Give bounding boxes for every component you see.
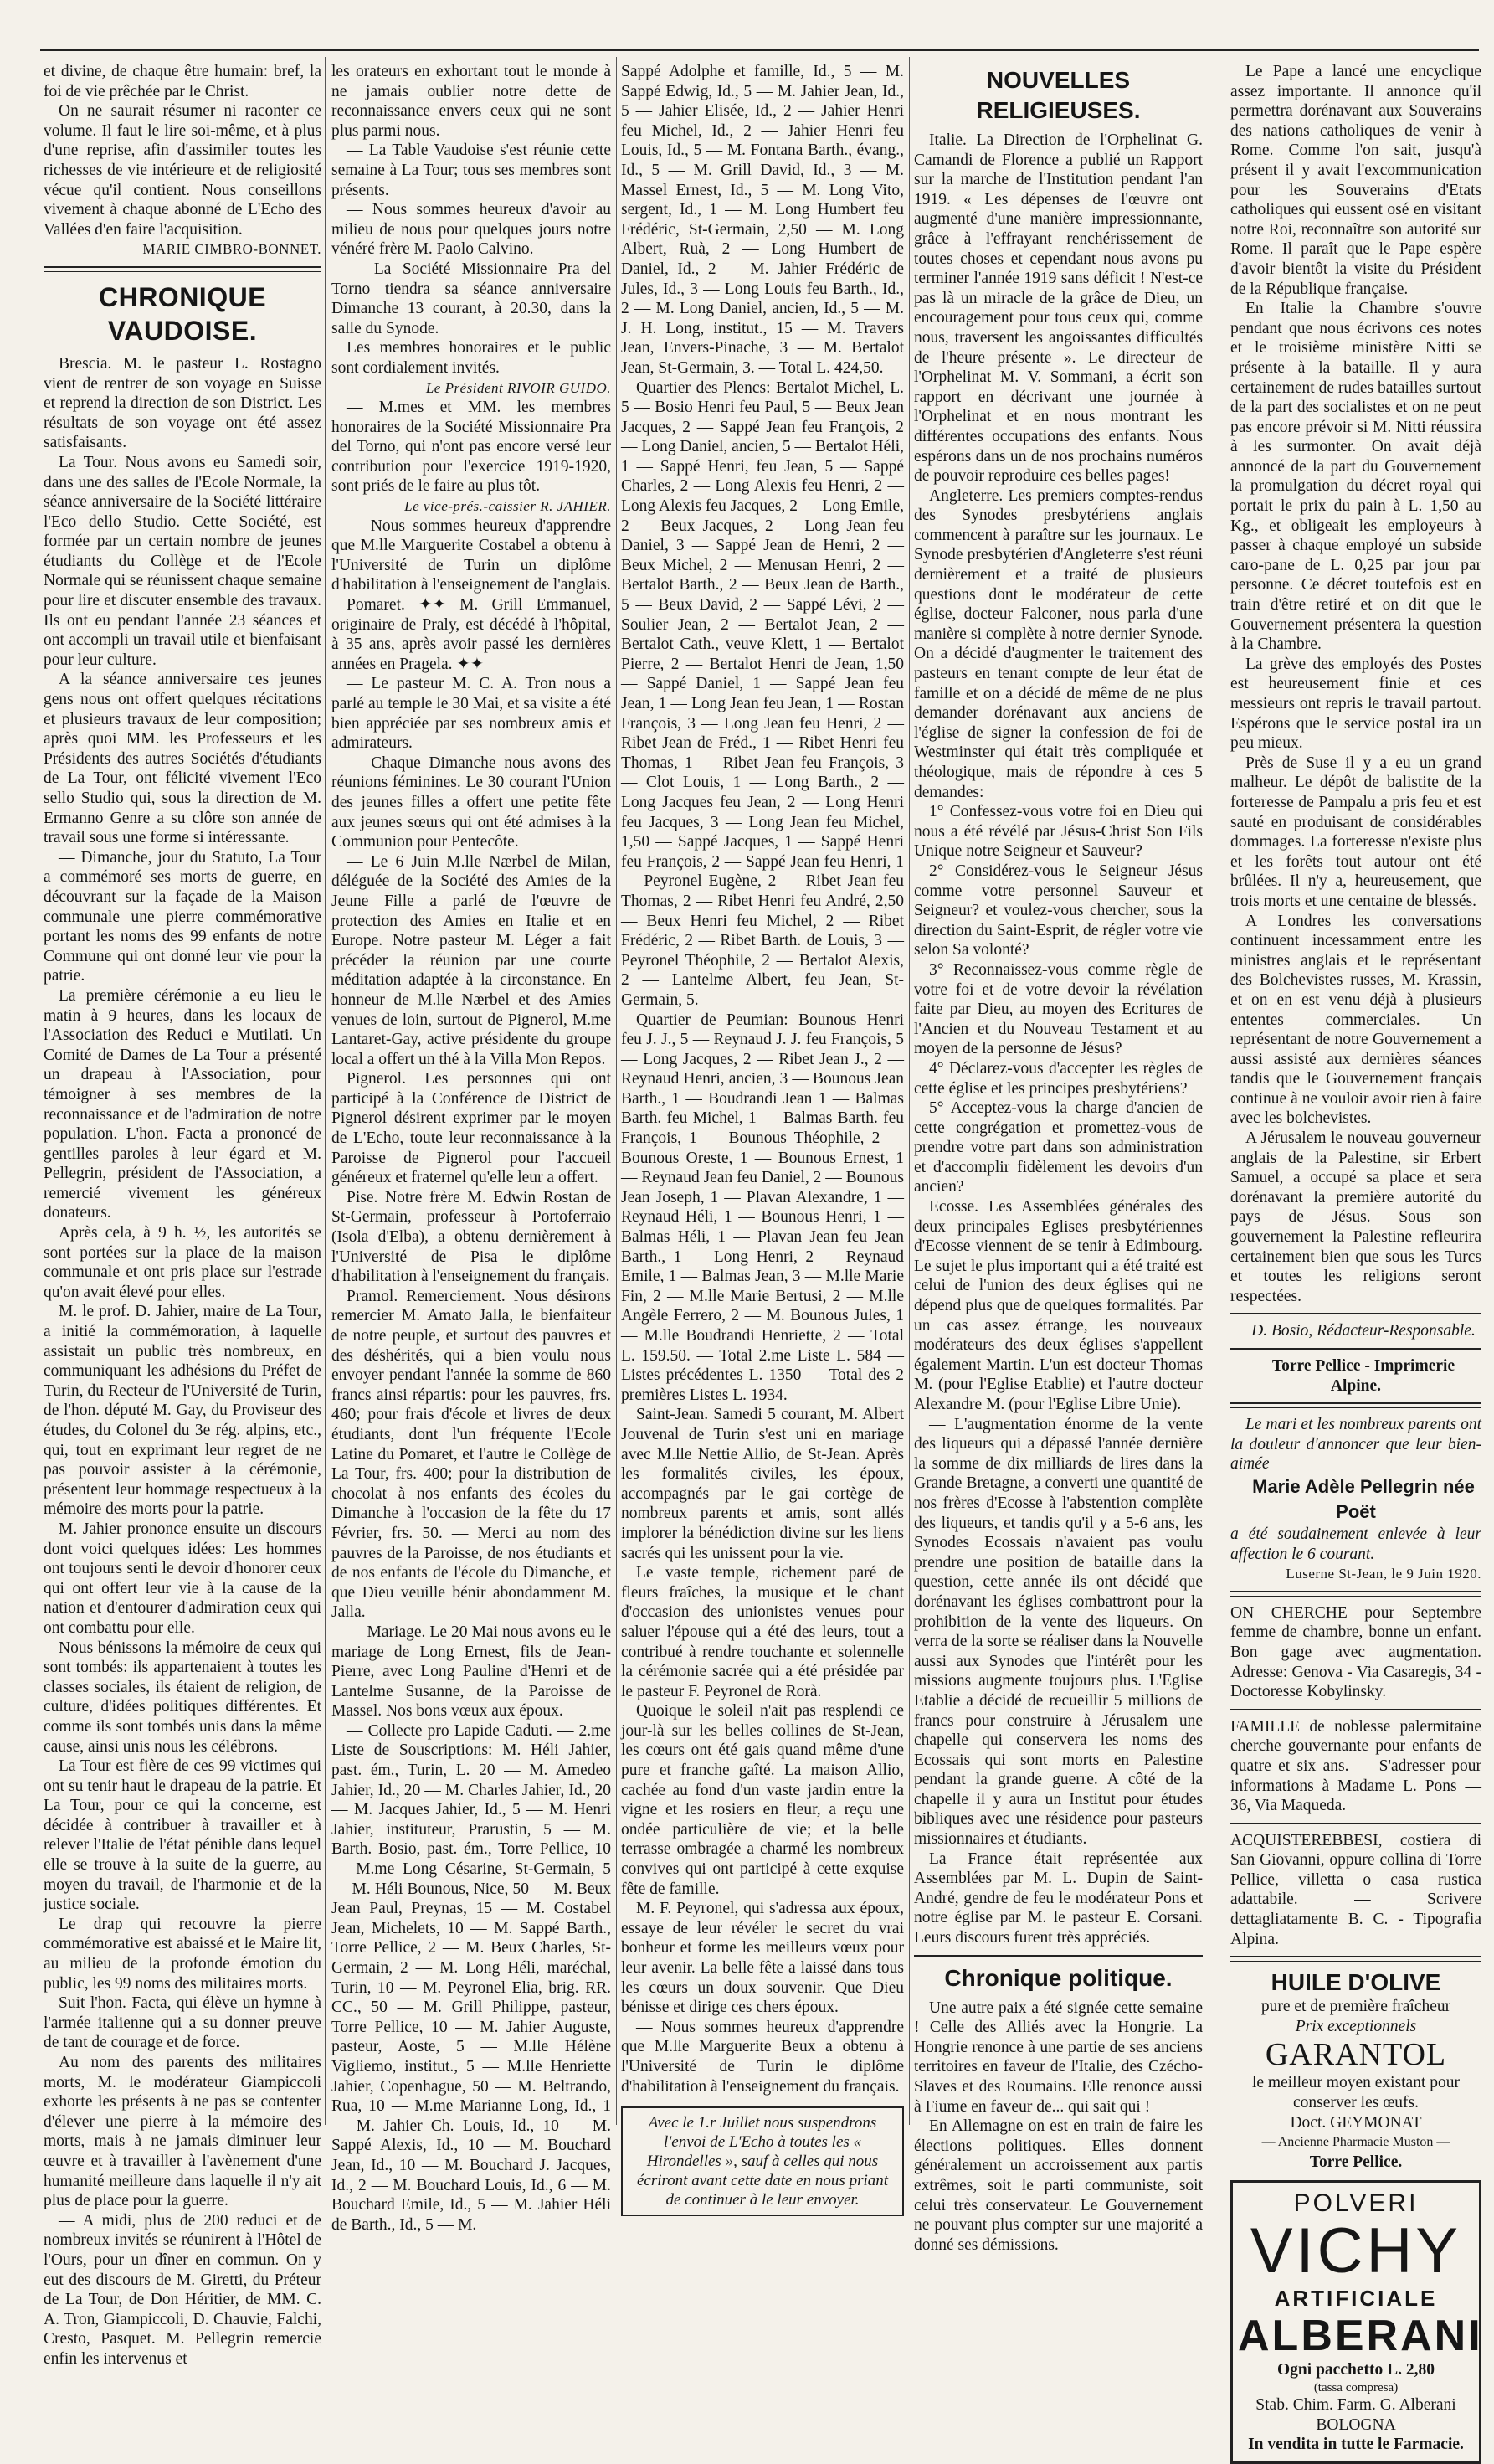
paragraph: Pramol. Remerciement. Nous désirons remercier M. Amato Jalla, le bienfaiteur de notre peuple, et surtout des pauvres et des déshérités, qui a bien voulu nous envoyer pendant l'année la somme de 860 francs ainsi répartis: pour les pauvres, frs. 460; pour frais d'école et livres de deux étudiants, dont l'un fréquente l'Ecole Latine du Pomaret, et l'autre le Collège de La Tour, frs. 400; pour la distribution de chocolat à nos enfants des écoles du Dimanche à l'occasion de la fête du 17 Février, frs. 50. — Merci au nom des pauvres de la Paroisse, de nos étudiants et de nos enfants de l'école du Dimanche, et que Dieu veuille bénir abondamment M. Jalla. — [331, 1287, 611, 1622]
divider — [1230, 1956, 1481, 1962]
printer-line: Torre Pellice - Imprimerie Alpine. — [1271, 1357, 1455, 1395]
paragraph: — Mariage. Le 20 Mai nous avons eu le mariage de Long Ernest, fils de Jean-Pierre, avec Long Pauline d'Henri et de Lantelme Susanne, de la Paroisse de Massel. Nos bons vœux aux époux. — [331, 1623, 611, 1721]
ad-title: POLVERI — [1293, 2189, 1419, 2218]
paragraph: — La Société Missionnaire Pra del Torno tiendra sa séance anniversaire Dimanche 13 courant, à 20.30, dans la salle du Synode. — [331, 260, 611, 337]
ad-text: Ogni pacchetto L. 2,80 — [1277, 2361, 1435, 2379]
death-notice-date: Luserne St-Jean, le 9 Juin 1920. — [1286, 1566, 1481, 1582]
ad-text: BOLOGNA — [1316, 2415, 1396, 2434]
ad-text: Stab. Chim. Farm. G. Alberani — [1255, 2396, 1456, 2414]
paragraph: La Tour est fière de ces 99 victimes qui ont su tenir haut le drapeau de la patrie. Et La Tour, pour ce qui la concerne, est décidée à contribuer à travailler et à relever l'Italie de l'état pénible dans lequel elle se trouve à la suite de la guerre, au moyen du travail, de l'harmonie et de la justice sociale. — [44, 1757, 321, 1914]
classified-ad: FAMILLE de noblesse palermitaine cherche gouvernante pour enfants de quatre et six ans. — S'adresser pour informations à Madame L. Pons — 36, Via Maqueda. — [1230, 1717, 1481, 1815]
ad-title: HUILE D'OLIVE — [1271, 1969, 1441, 1996]
section-title: Chronique politique. — [944, 1964, 1173, 1991]
signature: Le Président RIVOIR GUIDO. — [425, 379, 611, 396]
ad-title: VICHY — [1250, 2215, 1462, 2287]
column-divider — [616, 57, 617, 2125]
editor-signature: D. Bosio, Rédacteur-Responsable. — [1251, 1322, 1476, 1340]
ad-text: — Ancienne Pharmacie Muston — — [1261, 2135, 1450, 2150]
column-4 — [914, 62, 1203, 2254]
paragraph: — Dimanche, jour du Statuto, La Tour a commémoré ses morts de guerre, en découvrant sur la façade de la Maison communale une pierre commémorative portant les noms des 99 enfants de notre Commune qui ont donné leur vie pour la patrie. — [44, 848, 321, 985]
paragraph: M. F. Peyronel, qui s'adressa aux époux, essaye de leur révéler le secret du vrai bonheur et forme les meilleurs vœux pour leur avenir. La belle fête a laissé dans tous les cœurs un doux souvenir. Que Dieu bénisse et dirige ces chers époux. — [621, 1900, 904, 2017]
paragraph: Quoique le soleil n'ait pas resplendi ce jour-là sur les belles collines de St-Jean, les cœurs ont été gais quand même d'une pure et franche gaîté. La maison Allio, cachée au fond d'un vaste jardin entre la vigne et les rosiers en fleur, a reçu une ondée particulière de vie; et la belle terrasse ombragée a charmé les nombreux convives qui ont participé à cette exquise fête de famille. — [621, 1702, 904, 1898]
paragraph: les orateurs en exhortant tout le monde à ne jamais oublier notre dette de reconnaissance envers ceux qui ne sont plus parmi nous. — [331, 63, 611, 140]
death-notice: Le mari et les nombreux parents ont la douleur d'annoncer que leur bien-aimée — [1230, 1416, 1481, 1474]
paragraph: Au nom des parents des militaires morts, M. le modérateur Giampiccoli exhorte les présents à ne pas se contenter d'élever une pierre à la mémoire des morts, mais à ne jamais diminuer leur œuvre et à travailler à l'avènement d'une humanité meilleure dans laquelle il n'y ait plus de place pour la guerre. — [44, 2054, 321, 2210]
paragraph: 4° Déclarez-vous d'accepter les règles de cette église et les principes presbytériens? — [914, 1059, 1203, 1098]
paragraph: 5° Acceptez-vous la charge d'ancien de cette congrégation et promettez-vous de prendre votre part dans son administration et d'accomplir fidèlement les devoirs d'un ancien? — [914, 1099, 1203, 1196]
ad-title: ALBERANI — [1238, 2312, 1483, 2361]
paragraph: Pise. Notre frère M. Edwin Rostan de St-Germain, professeur à Portoferraio (Isola d'Elba), a obtenu dernièrement à l'Université de Pisa le diplôme d'habilitation à l'enseignement du français. — [331, 1188, 611, 1286]
paragraph: — Nous sommes heureux d'apprendre que M.lle Marguerite Beux a obtenu à l'Université de Turin le diplôme d'habilitation à l'enseignement du français. — [621, 2018, 904, 2096]
signature: Le vice-prés.-caissier R. JAHIER. — [404, 498, 611, 515]
section-title: CHRONIQUE VAUDOISE. — [98, 281, 267, 346]
death-notice: a été soudainement enlevée à leur affection le 6 courant. — [1230, 1525, 1481, 1563]
paragraph: A la séance anniversaire ces jeunes gens nous ont offert quelques récitations et plusieurs travaux de leur composition; après quoi MM. les Professeurs et les Présidents des autres Sociétés d'étudiants de La Tour, ont félicité vivement l'Eco sello Studio qui, sous la direction de M. Ermanno Genre a su clôre son année de travail sous une forme si intéressante. — [44, 671, 321, 847]
paragraph: Sappé Adolphe et famille, Id., 5 — M. Sappé Edwig, Id., 5 — M. Jahier Jean, Id., 5 — Jahier Elisée, Id., 2 — Jahier Henri feu Michel, Id., 2 — Jahier Henri feu Louis, Id., 5 — M. Fontana Barth., évang., Id., 5 — M. Grill David, Id., 3 — M. Massel Ernest, Id., 5 — M. Long Vito, sergent, Id., 1 — M. Long Humbert feu Frédéric, St-Germain, 2,50 — M. Long Albert, Ruà, 2 — Long Humbert de Daniel, Id., 2 — M. Jahier Frédéric de Jules, Id., 3 — Long Louis feu Barth., Id., 2 — M. Long Daniel, ancien, Id., 5 — M. J. H. Long, institut., 15 — M. Travers Jean, Envers-Pinache, 3 — M. Bertalot Jean, St-Germain, 3. — Total L. 424,50. — [621, 63, 904, 377]
paragraph: Pomaret. ✦✦ M. Grill Emmanuel, originaire de Praly, est décédé à l'hôpital, à 35 ans, après avoir passé les dernières années en Pragela. ✦✦ — [331, 596, 611, 673]
paragraph: Ecosse. Les Assemblées générales des deux principales Eglises presbytériennes d'Ecosse viennent de se tenir à Edimbourg. Le sujet le plus important qui a été traité est celui de l'union des deux églises qui ne dépend plus que de quelques formalités. Par un cas assez étrange, les nouveaux modérateurs des deux églises s'appellent également Martin. L'un est docteur Thomas M. (pour l'Eglise Etablie) et l'autre docteur Alexandre M. (pour l'Eglise Libre Unie). — [914, 1198, 1203, 1413]
paragraph: Après cela, à 9 h. ½, les autorités se sont portées sur la place de la maison communale et ont pris place sur l'estrade qu'on avait élevé pour elles. — [44, 1224, 321, 1301]
divider — [1230, 1313, 1481, 1314]
paragraph: La France était représentée aux Assemblées par M. L. Dupin de Saint-André, gendre de feu le modérateur Pons et notre église par M. le pasteur E. Corsani. Leurs discours furent très appréciés. — [914, 1849, 1203, 1947]
ad-title: GARANTOL — [1265, 2037, 1447, 2073]
paragraph: 2° Considérez-vous le Seigneur Jésus comme votre personnel Sauveur et Seigneur? et voulez-vous chercher, sous la direction du Saint-Esprit, de régler votre vie selon Sa volonté? — [914, 862, 1203, 959]
paragraph: — La Table Vaudoise s'est réunie cette semaine à La Tour; tous ses membres sont présents. — [331, 141, 611, 199]
column-2 — [331, 62, 611, 2234]
divider — [1230, 1591, 1481, 1597]
paragraph: M. le prof. D. Jahier, maire de La Tour, a initié la commémoration, à laquelle assistait un public très nombreux, en communiquant les adhésions du Préfet de Turin, du Recteur de l'Université de Turin, de l'hon. député M. Gay, du Proviseur des études, du Colonel du 3e rég. alpins, etc., qui, tout en exprimant leur regret de ne pas pouvoir assister à la cérémonie, présentent leur hommage respectueux à la mémoire des morts pour la patrie. — [44, 1303, 321, 1519]
ad-text: Torre Pellice. — [1309, 2153, 1403, 2171]
paragraph: Suit l'hon. Facta, qui élève un hymne à l'armée italienne qui a su donner preuve de tant de courage et de force. — [44, 1994, 321, 2052]
column-divider — [325, 57, 326, 2125]
ad-text: (tassa compresa) — [1313, 2381, 1399, 2395]
paragraph: et divine, de chaque être humain: bref, la foi de vie prêchée par le Christ. — [44, 63, 321, 100]
paragraph: La Tour. Nous avons eu Samedi soir, dans une des salles de l'Ecole Normale, la séance anniversaire de la Société littéraire l'Eco dello Studio. Cette Société, est formée par un certain nombre de jeunes étudiants du Collège et de l'Ecole Normale qui se réunissent chaque semaine pour lire et discuter ensemble des travaux. Ils ont eu pendant l'année 23 séances et ont accompli un travail utile et bienfaisant pour leur culture. — [44, 453, 321, 669]
column-3 — [621, 62, 904, 2209]
paragraph: Les membres honoraires et le public sont cordialement invités. — [331, 339, 611, 377]
paragraph: Le drap qui recouvre la pierre commémorative est abaissé et le Maire lit, au milieu de la profonde émotion du public, les 99 noms des militaires morts. — [44, 1915, 321, 1993]
column-divider — [909, 57, 910, 2125]
divider — [1230, 1709, 1481, 1710]
paragraph: 3° Reconnaissez-vous comme règle de votre foi et de votre devoir la révélation faite par Dieu, au moyen des Ecritures de l'Ancien et du Nouveau Testament et au moyen de la personne de Jésus? — [914, 960, 1203, 1058]
paragraph: En Allemagne on est en train de faire les élections politiques. Elles donnent généralement un accroissement aux partis extrêmes, soit le parti communiste, soit celui très conservateur. Le Gouvernement ne pouvant plus compter sur une majorité a donné ses démissions. — [914, 2117, 1203, 2254]
section-title: NOUVELLES RELIGIEUSES. — [976, 67, 1141, 123]
death-notice-name: Marie Adèle Pellegrin née Poët — [1252, 1475, 1475, 1522]
paragraph: — Collecte pro Lapide Caduti. — 2.me Liste de Souscriptions: M. Héli Jahier, past. ém., Turin, L. 20 — M. Amedeo Jahier, Id., 20 — M. Charles Jahier, Id., 20 — M. Jacques Jahier, Id., 5 — M. Henri Jahier, instituteur, Prarustin, 5 — M. Barth. Bosio, past. ém., Torre Pellice, 10 — M.me Long Césarine, St-Germain, 5 — M. Héli Bounous, Nice, 50 — M. Beux Jean Paul, Preynas, 15 — M. Costabel Jean, Michelets, 10 — M. Sappé Barth., Torre Pellice, 2 — M. Beux Charles, St-Germain, 2 — M. Long Héli, maréchal, Turin, 10 — M. Peyronel Elia, brig. RR. CC., 50 — M. Grill Philippe, pasteur, Torre Pellice, 10 — M. Jahier Auguste, pasteur, Aoste, 5 — M.lle Hélène Vigliemo, institut., 5 — M.lle Henriette Jahier, Copenhague, 50 — M. Beltrando, Rua, 10 — M.me Marianne Long, Id., 1 — M. Jahier Ch. Louis, Id., 10 — M. Sappé Alexis, Id., 10 — M. Bouchard Jean, Id., 10 — M. Bouchard J. Jacques, Id., 2 — M. Bouchard Louis, Id., 6 — M. Bouchard Emile, Id., 5 — M. Jahier Héli de Barth., Id., 5 — M. — [331, 1721, 611, 2234]
paragraph: Saint-Jean. Samedi 5 courant, M. Albert Jouvenal de Turin s'est uni en mariage avec M.lle Nettie Allio, de St-Jean. Après les formalités civiles, les époux, accompagnés par le gai cortège de nombreux parents et amis, sont allés implorer la bénédiction divine sur les liens sacrés qui les unissent pour la vie. — [621, 1406, 904, 1562]
ad-text: pure et de première fraîcheur — [1260, 1998, 1451, 2016]
paragraph: — Le 6 Juin M.lle Nærbel de Milan, déléguée de la Société des Amies de la Jeune Fille a parlé de l'œuvre de protection des Amies en Italie et en Europe. Notre pasteur M. Léger a fait précéder la réunion par une courte méditation adaptée à la circonstance. En honneur de M.lle Nærbel et des Amies venues de loin, surtout de Pignerol, M.me Lantaret-Gay, active présidente du groupe local a offert un thé à la Villa Mon Repos. — [331, 852, 611, 1068]
vichy-ad — [1230, 2180, 1481, 2463]
divider — [1230, 1402, 1481, 1408]
divider — [44, 266, 321, 272]
signature: MARIE CIMBRO-BONNET. — [142, 241, 321, 258]
paragraph: — L'augmentation énorme de la vente des liqueurs qui a dépassé l'année dernière la somme de dix milliards de lires dans la Grande Bretagne, a converti une quantité de nos frères d'Ecosse à l'abstention complète des liqueurs, et tandis qu'il y a 5-6 ans, les Synodes Ecossais n'avaient pas voulu prendre une position de bataille dans la question, cette année ils ont décidé que dorénavant les églises combattront pour la prohibition de la vente des liqueurs. On verra de la sorte se réaliser dans la Nouvelle aussi aux Synodes que l'intérêt pour les missions augmente toujours plus. L'Eglise Etablie a décidé de recueillir 5 millions de francs pour construire à Jérusalem une chapelle qui conservera les noms des Ecossais qui sont morts en Palestine pendant la grande guerre. A côté de la chapelle il y aura un Institut pour études bibliques avec une résidence pour pasteurs missionnaires et étudiants. — [914, 1415, 1203, 1849]
paragraph: Le vaste temple, richement paré de fleurs fraîches, la musique et le chant d'occasion des unionistes venues pour saluer l'épouse qui a été des leurs, tout a contribué à rendre touchante et solennelle la cérémonie sacrée qui a été présidée par le pasteur F. Peyronel de Rorà. — [621, 1564, 904, 1700]
paragraph: Quartier de Peumian: Bounous Henri feu J. J., 5 — Reynaud J. J. feu François, 5 — Long Jacques, 2 — Ribet Jean J., 2 — Reynaud Henri, ancien, 3 — Bounous Jean Barth., 1 — Boudrandi Jean 1 — Balmas Barth. feu Michel, 1 — Balmas Barth. feu François, 1 — Bounous Théophile, 2 — Bounous Oreste, 1 — Bounous Ernest, 1 — Reynaud Jean feu Daniel, 2 — Bounous Jean Joseph, 1 — Plavan Alexandre, 1 — Reynaud Héli, 1 — Bounous Henri, 1 — Balmas Héli, 1 — Plavan Jean feu Jean Barth., 1 — Long Henri, 2 — Reynaud Emile, 1 — Balmas Jean, 3 — M.lle Marie Fin, 2 — M.lle Marie Bertusi, 2 — M.lle Angèle Ferrero, 2 — M. Bounous Jules, 1 — M.lle Boudrandi Henriette, 2 — Total L. 159.50. — Total 2.me Liste L. 584 — Listes précédentes L. 1350 — Total des 2 premières Listes L. 1934. — [621, 1011, 904, 1404]
paragraph: — Chaque Dimanche nous avons des réunions féminines. Le 30 courant l'Union des jeunes filles a offert une petite fête aux jeunes sœurs qui ont été admises à la Communion pour Pentecôte. — [331, 754, 611, 851]
column-1 — [44, 62, 321, 2368]
paragraph: Quartier des Plencs: Bertalot Michel, L. 5 — Bosio Henri feu Paul, 5 — Beux Jean Jacques, 2 — Sappé Jean feu François, 2 — Long Daniel, ancien, 5 — Bertalot Héli, 1 — Sappé Henri, feu Jean, 5 — Sappé Charles, 2 — Long Alexis feu Henri, 2 — Long Alexis feu Jacques, 2 — Long Emile, 2 — Beux Jacques, 2 — Long Jean feu Daniel, 3 — Sappé Jean de Henri, 2 — Beux Michel, 2 — Menusan Henri, 2 — Bertalot Barth., 2 — Beux Jean de Barth., 5 — Beux David, 2 — Sappé Lévi, 2 — Soulier Jean, 2 — Bertalot Jean, 2 — Bertalot Cath., veuve Klett, 1 — Bertalot Pierre, 2 — Bertalot Henri de Jean, 1,50 — Sappé Daniel, 1 — Sappé Jean feu Jean, 1 — Long Jean feu Jean, 1 — Rostan François, 3 — Long Jean feu Henri, 2 — Ribet Jean de Fréd., 1 — Ribet Henri feu Thomas, 1 — Ribet Jean feu François, 3 — Clot Louis, 1 — Long Barth., 2 — Long Jacques feu Jean, 2 — Long Henri feu Jacques, 3 — Long Jean feu Michel, 1,50 — Sappé Jacques, 1 — Sappé Henri feu François, 2 — Sappé Jean feu Henri, 1 — Peyronel Eugène, 2 — Ribet Jean feu Thomas, 2 — Ribet Henri feu André, 2,50 — Beux Henri feu Michel, 2 — Ribet Frédéric, 2 — Ribet Barth. de Louis, 3 — Peyronel Théophile, 2 — Bertalot Alexis, 2 — Lantelme Albert, feu Jean, St-Germain, 5. — [621, 378, 904, 1009]
paragraph: — Le pasteur M. C. A. Tron nous a parlé au temple le 30 Mai, et sa visite a été bien appréciée par ses nombreux amis et admirateurs. — [331, 675, 611, 753]
paragraph: — Nous sommes heureux d'apprendre que M.lle Marguerite Costabel a obtenu à l'Université de Turin un diplôme d'habilitation à l'enseignement de l'anglais. — [331, 517, 611, 594]
ad-text: Doct. GEYMONAT — [1290, 2113, 1422, 2132]
classified-ad: ACQUISTEREBBESI, costiera di San Giovanni, oppure collina di Torre Pellice, villetta o casa rustica adattabile. — Scrivere dettagliatamente B. C. - Tipografia Alpina. — [1230, 1831, 1481, 1948]
paragraph: La première cérémonie a eu lieu le matin à 9 heures, dans les locaux de l'Association des Reduci e Mutilati. Un Comité de Dames de La Tour a présenté un drapeau à l'Association, pour témoigner à ses membres de la reconnaissance et de l'admiration de notre population. L'hon. Facta a prononcé de gentilles paroles à leur égard et M. Pellegrin, président de l'Association, a remercié vivement les généreux donateurs. — [44, 986, 321, 1222]
classified-ad: ON CHERCHE pour Septembre femme de chambre, bonne un enfant. Bon gage avec augmentation. Adresse: Genova - Via Casaregis, 34 - Doctoresse Kobylinsky. — [1230, 1603, 1481, 1701]
paragraph: Brescia. M. le pasteur L. Rostagno vient de rentrer de son voyage en Suisse et reprend la direction de son District. Les résultats de son voyage ont été assez satisfaisants. — [44, 354, 321, 452]
ad-text: le meilleur moyen existant pour conserver les œufs. — [1251, 2074, 1460, 2112]
divider — [1230, 1348, 1481, 1350]
notice-box: Avec le 1.r Juillet nous suspendrons l'envoi de L'Echo à toutes les « Hirondelles », sauf à celles qui nous écriront avant cette date en nous priant de continuer à le leur envoyer. — [621, 2106, 904, 2216]
paragraph: A Londres les conversations continuent incessamment entre les ministres anglais et le représentant des Bolchevistes russes, M. Krassin, et on en est venu déjà à plusieurs ententes commerciales. Un représentant de notre Gouvernement a aussi assisté aux dernières séances tandis que le Gouvernement français continue à ne vouloir avoir rien à faire avec les bolchevistes. — [1230, 912, 1481, 1128]
column-5 — [1230, 62, 1483, 2454]
top-rule — [40, 49, 1479, 51]
paragraph: Nous bénissons la mémoire de ceux qui sont tombés: ils appartenaient à toutes les classes sociales, ils étaient de religion, de culture, d'idées politiques différentes. Et comme ils sont tombés unis dans la même cause, ainsi unis nous les célébrons. — [44, 1638, 321, 1756]
paragraph: Italie. La Direction de l'Orphelinat G. Camandi de Florence a publié un Rapport sur la marche de l'Institution pendant l'an 1919. « Les dépenses de l'œuvre ont augmenté d'une manière impressionnante, grâce à l'effrayant renchérissement de toutes choses et cependant nous avons pu terminer l'année 1919 sans déficit ! N'est-ce pas là un miracle de la grâce de Dieu, un encouragement pour tous ceux qui, comme nous, traversent les angoissantes difficultés de l'heure présente ». Le directeur de l'Orphelinat M. V. Sommani, a écrit son rapport en décrivant une journée à l'Orphelinat et en nous montrant les différentes occupations des enfants. Nous espérons dans un de nos prochains numéros de pouvoir reproduire ces belles pages! — [914, 131, 1203, 486]
paragraph: A Jérusalem le nouveau gouverneur anglais de la Palestine, sir Erbert Samuel, a occupé sa place et sera dorénavant la première autorité du pays de Jésus. Sous son gouvernement la Palestine refleurira certainement bien que sous les Turcs et toutes les religions seront respectées. — [1230, 1129, 1481, 1305]
paragraph: — A midi, plus de 200 reduci et de nombreux invités se réunirent à l'Hôtel de l'Ours, pour un dîner en commun. On y eut des discours de M. Giretti, du Préteur de La Tour, de Don Héritier, de MM. C. A. Tron, Giampiccoli, D. Chauvie, Falchi, Cresto, Pasquet. M. Pellegrin remercie enfin les intervenus et — [44, 2211, 321, 2368]
divider — [914, 1955, 1203, 1957]
paragraph: Près de Suse il y a eu un grand malheur. Le dépôt de balistite de la forteresse de Pampalu a pris feu et est sauté en produisant de considérables dommages. La forteresse n'existe plus et les forêts tout autour ont été brûlées. Il n'y a, heureusement, que trois morts et une centaine de blessés. — [1230, 754, 1481, 910]
paragraph: On ne saurait résumer ni raconter ce volume. Il faut le lire soi-même, et à plus d'une reprise, afin d'assimiler toutes les richesses de vie intérieure et de religiosité vécue qu'il contient. Nous conseillons vivement à chaque abonné de L'Echo des Vallées d'en faire l'acquisition. — [44, 102, 321, 239]
ad-title: ARTIFICIALE — [1274, 2286, 1438, 2312]
ad-text: In vendita in tutte le Farmacie. — [1248, 2436, 1464, 2454]
paragraph: — Nous sommes heureux d'avoir au milieu de nous pour quelques jours notre vénéré frère M. Paolo Calvino. — [331, 201, 611, 259]
paragraph: Une autre paix a été signée cette semaine ! Celle des Alliés avec la Hongrie. La Hongrie renonce à une partie de ses anciens territoires en faveur de l'Italie, des Czécho-Slaves et des Roumains. Elle renonce aussi à Fiume en faveur de... qui sait qui ! — [914, 1998, 1203, 2116]
paragraph: 1° Confessez-vous votre foi en Dieu qui nous a été révélé par Jésus-Christ Son Fils Unique notre Seigneur et Sauveur? — [914, 803, 1203, 861]
paragraph: La grève des employés des Postes est heureusement finie et ces messieurs ont repris le travail partout. Espérons que le service postal ira un peu mieux. — [1230, 655, 1481, 753]
ad-text: Prix exceptionnels — [1295, 2017, 1417, 2035]
paragraph: Pignerol. Les personnes qui ont participé à la Conférence de District de Pignerol désirent exprimer par le moyen de L'Echo, toute leur reconnaissance à la Paroisse de Pignerol pour l'accueil généreux et fraternel qu'elle leur a offert. — [331, 1070, 611, 1187]
paragraph: En Italie la Chambre s'ouvre pendant que nous écrivons ces notes et le troisième ministère Nitti se présente à la bataille. Il y aura certainement de rudes batailles surtout de la part des socialistes et on ne peut pas encore prévoir si M. Nitti réussira à les surmonter. On avait déjà annoncé de la part du Gouvernement la promulgation du décret royal qui portait le prix du pain à L. 1,50 au Kg., et obligeait les employeurs à passer à chaque employé un subside caro-pane de L. 0,25 par jour par personne. Ce décret toutefois est en train d'être retiré et on dit que le Gouvernement présentera la question à la Chambre. — [1230, 300, 1481, 654]
paragraph: Angleterre. Les premiers comptes-rendus des Synodes presbytériens anglais commencent à paraître sur les journaux. Le Synode presbytérien d'Angleterre s'est réuni dernièrement et a traité de plusieurs questions dont le modérateur de cette église, docteur Falconer, nous parla d'une manière si complète à notre dernier Synode. On a décidé d'augmenter le traitement des pasteurs en tenant compte de leur état de famille et on a décidé de même de ne plus demander dorénavant aux anciens de l'église de signer la confession de foi de Westminster qui était très compliquée et théologique, mais de répondre à ces 5 demandes: — [914, 486, 1203, 801]
paragraph: M. Jahier prononce ensuite un discours dont voici quelques idées: Les hommes ont toujours senti le devoir d'honorer ceux qui ont offert leur vie à la cause de la nation et d'entourer d'admiration ceux qui ont combattu pour elle. — [44, 1520, 321, 1637]
divider — [1230, 1823, 1481, 1824]
paragraph: — M.mes et MM. les membres honoraires de la Société Missionnaire Pra del Torno, qui n'ont pas encore versé leur contribution pour l'exercice 1919-1920, sont priés de le faire au plus tôt. — [331, 399, 611, 496]
paragraph: Le Pape a lancé une encyclique assez importante. Il annonce qu'il permettra dorénavant aux Souverains des nations catholiques de venir à Rome. Comme l'on sait, jusqu'à présent il y avait l'excommunication pour les Souverains d'Etats catholiques qui eussent osé en visitant notre Roi, reconnaître son autorité sur Rome. Il paraît que le Pape espère d'avoir bientôt la visite du Président de la République française. — [1230, 63, 1481, 298]
